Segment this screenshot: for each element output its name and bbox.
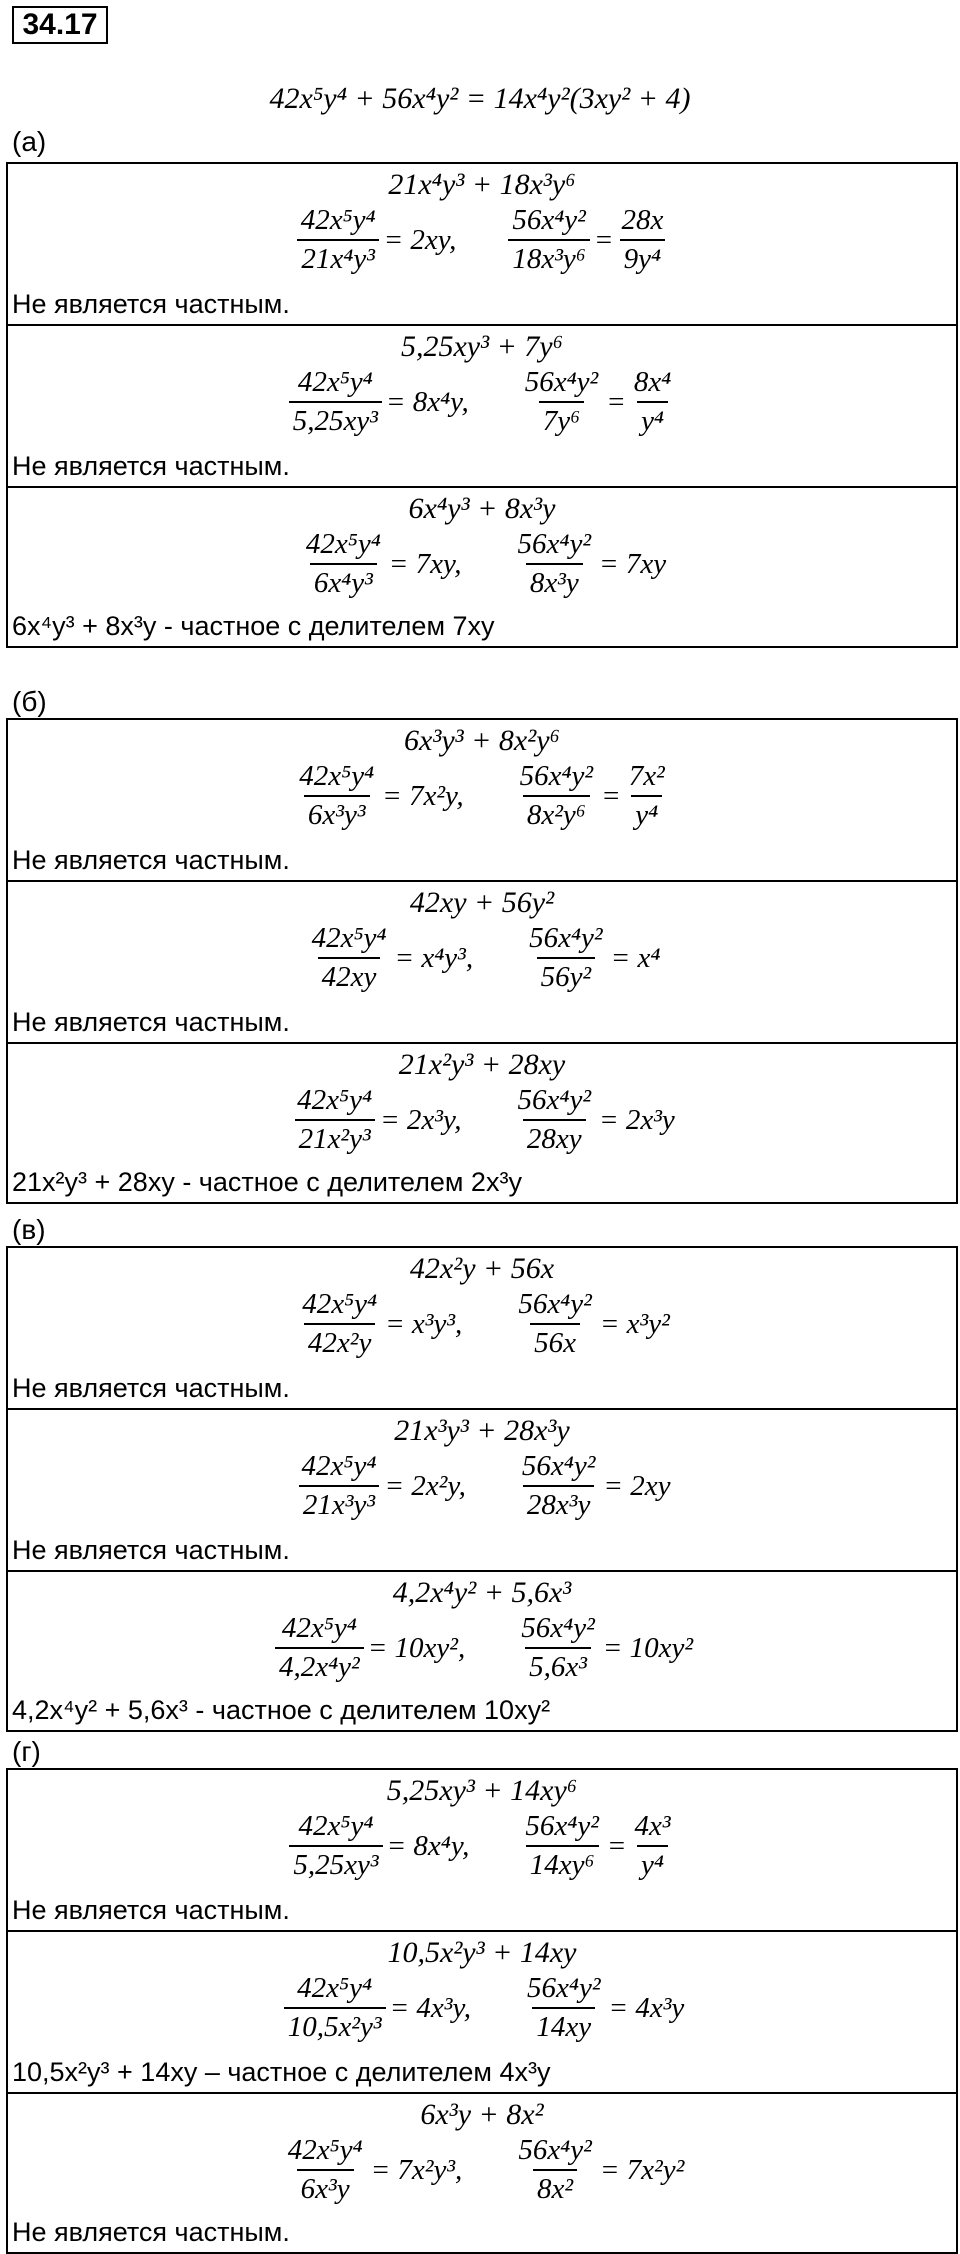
row-conclusion: Не является частным. [12,1895,290,1925]
polynomial-title: 21x²y³ + 28xy [398,1048,566,1081]
fraction-numerator: 56x⁴y² [527,1972,601,2004]
second-result: = 7x²y² [599,2153,685,2186]
fraction-denominator: 10,5x²y³ [284,2007,386,2044]
first-division [289,1084,461,1156]
result-fraction [617,204,667,276]
fraction-numerator: 42x⁵y⁴ [302,1288,378,1320]
fraction-denominator: y⁴ [631,795,662,832]
section-label: (г) [12,1736,41,1767]
fraction-numerator: 56x⁴y² [529,922,603,954]
second-division [521,922,660,994]
polynomial-title: 6x³y³ + 8x²y⁶ [404,724,560,757]
second-fraction [514,1288,596,1360]
fraction-denominator: 42xy [318,957,381,994]
second-division [510,528,667,600]
second-result: = 2x³y [599,1103,675,1136]
first-fraction [275,1612,364,1684]
second-fraction [508,204,590,276]
fraction-numerator: 42x⁵y⁴ [297,1972,373,2004]
second-division [510,1084,675,1156]
first-result: = 8x⁴y, [386,1829,470,1862]
section-label: (в) [12,1214,46,1245]
fraction-numerator: 56x⁴y² [521,1612,595,1644]
fraction-numerator: 56x⁴y² [524,366,599,398]
second-division [510,1288,669,1360]
fraction-numerator: 42x⁵y⁴ [299,760,375,792]
second-result: = x³y² [599,1307,670,1340]
first-result: = 8x⁴y, [385,385,469,418]
fraction-numerator: 42x⁵y⁴ [281,1612,357,1644]
polynomial-title: 5,25xy³ + 14xy⁶ [386,1774,578,1807]
solution-row [6,486,958,648]
fraction-denominator: 14xy [532,2007,595,2044]
polynomial-title: 42x²y + 56x [409,1252,555,1285]
fraction-numerator: 42x⁵y⁴ [301,1450,377,1482]
first-fraction [302,528,385,600]
first-division [280,1972,471,2044]
solution-row [6,1246,958,1408]
second-division [510,2134,684,2206]
first-fraction [298,1288,381,1360]
row-conclusion: Не является частным. [12,289,290,319]
second-result: = 10xy² [602,1631,694,1664]
fraction-denominator: 4,2x⁴y² [275,1647,364,1684]
first-result: = 7x²y, [382,779,464,812]
equals-sign: = [593,223,614,256]
second-result: = 2xy [603,1469,671,1502]
fraction-denominator: 5,25xy³ [289,1845,382,1882]
second-fraction [517,1612,599,1684]
second-result: = x⁴ [610,941,661,974]
row-conclusion: Не является частным. [12,1007,290,1037]
fraction-denominator: 6x³y [297,2169,354,2206]
fraction-denominator: 8x² [533,2169,577,2206]
fraction-numerator: 28x [621,204,664,236]
second-division [513,1612,693,1684]
polynomial-title: 6x⁴y³ + 8x³y [408,492,556,525]
fraction-denominator: 18x³y⁶ [508,239,590,276]
second-fraction [521,1810,603,1882]
second-division [514,1450,671,1522]
section-label: (а) [12,126,47,157]
division-expressions [8,1448,956,1524]
division-expressions [8,1808,956,1884]
fraction-numerator: 56x⁴y² [517,1084,592,1116]
result-fraction [630,366,675,438]
solution-row [6,718,958,880]
section-label: (б) [12,686,47,717]
fraction-numerator: 8x⁴ [633,366,672,398]
solution-row [6,1408,958,1570]
fraction-numerator: 56x⁴y² [518,2134,592,2166]
fraction-denominator: 6x⁴y³ [310,563,377,600]
second-result: = 4x³y [608,1991,685,2024]
fraction-denominator: 21x³y³ [299,1485,379,1522]
solution-row [6,1768,958,1930]
first-fraction [284,2134,367,2206]
first-result: = 7x²y³, [370,2153,463,2186]
first-result: = 2xy, [383,223,457,256]
second-fraction [514,1084,596,1156]
first-result: = 7xy, [388,547,462,580]
fraction-numerator: 56x⁴y² [518,1288,592,1320]
first-division [291,760,463,832]
solution-row [6,1042,958,1204]
fraction-denominator: 42x²y [304,1323,375,1360]
row-conclusion: 6x⁴y³ + 8x³y - частное с делителем 7xy [12,611,495,641]
second-fraction [523,1972,605,2044]
fraction-numerator: 42x⁵y⁴ [300,204,376,236]
first-division [271,1612,465,1684]
second-division [517,366,680,438]
division-expressions [8,1970,956,2046]
division-expressions [8,364,956,440]
division-expressions [8,1082,956,1158]
second-division [504,204,671,276]
first-fraction [308,922,391,994]
fraction-denominator: 56y² [537,957,596,994]
problem-number: 34.17 [12,6,108,44]
second-result: = 7xy [599,547,667,580]
fraction-numerator: 56x⁴y² [521,1450,596,1482]
solution-row [6,162,958,324]
fraction-denominator: 5,6x³ [525,1647,591,1684]
solution-row [6,1930,958,2092]
fraction-denominator: 56x [530,1323,580,1360]
polynomial-title: 21x³y³ + 28x³y [394,1414,570,1447]
fraction-numerator: 42x⁵y⁴ [311,922,387,954]
solution-row [6,2092,958,2254]
first-fraction [298,1450,381,1522]
polynomial-title: 10,5x²y³ + 14xy [387,1936,577,1969]
fraction-numerator: 4x³ [634,1810,671,1842]
fraction-denominator: 9y⁴ [620,239,665,276]
first-division [304,922,474,994]
polynomial-title: 5,25xy³ + 7y⁶ [400,330,564,363]
row-conclusion: 21x²y³ + 28xy - частное с делителем 2x³y [12,1167,522,1197]
polynomial-title: 4,2x⁴y² + 5,6x³ [392,1576,572,1609]
row-conclusion: Не является частным. [12,845,290,875]
fraction-denominator: 28x³y [523,1485,594,1522]
division-expressions [8,920,956,996]
fraction-numerator: 42x⁵y⁴ [298,1810,374,1842]
first-fraction [289,366,382,438]
row-conclusion: Не является частным. [12,451,290,481]
first-division [280,2134,463,2206]
main-equation: 42x⁵y⁴ + 56x⁴y² = 14x⁴y²(3xy² + 4) [269,82,691,115]
first-division [298,528,462,600]
equals-sign: = [601,779,621,812]
solution-row [6,1570,958,1732]
division-expressions [8,2132,956,2208]
second-division [519,1972,684,2044]
first-result: = 2x²y, [384,1469,466,1502]
second-fraction [518,1450,600,1522]
first-fraction [293,1084,376,1156]
first-division [285,366,469,438]
first-result: = 4x³y, [389,1991,471,2024]
second-fraction [514,2134,596,2206]
second-fraction [525,922,607,994]
fraction-numerator: 56x⁴y² [512,204,586,236]
fraction-numerator: 42x⁵y⁴ [305,528,381,560]
fraction-denominator: 14xy⁶ [526,1845,599,1882]
first-result: = 2x³y, [380,1103,462,1136]
fraction-numerator: 56x⁴y² [519,760,594,792]
second-fraction [514,528,596,600]
second-fraction [516,760,598,832]
fraction-denominator: 6x³y³ [304,795,370,832]
first-division [294,1288,462,1360]
fraction-denominator: 8x²y⁶ [523,795,590,832]
polynomial-title: 21x⁴y³ + 18x³y⁶ [388,168,576,201]
equals-sign: = [606,1829,627,1862]
fraction-denominator: 7y⁶ [539,401,584,438]
row-conclusion: Не является частным. [12,1535,290,1565]
second-division [512,760,673,832]
fraction-denominator: 5,25xy³ [289,401,382,438]
row-conclusion: 10,5x²y³ + 14xy – частное с делителем 4x³y [12,2057,551,2087]
first-result: = x³y³, [385,1307,463,1340]
solution-row [6,880,958,1042]
division-expressions [8,1610,956,1686]
solution-row [6,324,958,486]
polynomial-title: 6x³y + 8x² [420,2098,544,2131]
first-result: = 10xy², [367,1631,466,1664]
first-fraction [289,1810,382,1882]
first-division [293,204,457,276]
division-expressions [8,526,956,602]
result-fraction [631,1810,675,1882]
fraction-numerator: 42x⁵y⁴ [297,366,373,398]
second-fraction [521,366,603,438]
fraction-numerator: 42x⁵y⁴ [297,1084,373,1116]
fraction-numerator: 7x² [628,760,665,792]
row-conclusion: Не является частным. [12,2217,290,2247]
fraction-numerator: 56x⁴y² [517,528,592,560]
fraction-denominator: 28xy [523,1119,586,1156]
fraction-denominator: y⁴ [637,1845,668,1882]
fraction-denominator: y⁴ [637,401,668,438]
first-result: = x⁴y³, [394,941,474,974]
first-fraction [284,1972,386,2044]
first-fraction [297,204,380,276]
row-conclusion: 4,2x⁴y² + 5,6x³ - частное с делителем 10xy² [12,1695,551,1725]
polynomial-title: 42xy + 56y² [409,886,555,919]
equals-sign: = [606,385,626,418]
first-fraction [295,760,378,832]
fraction-numerator: 56x⁴y² [525,1810,599,1842]
fraction-numerator: 42x⁵y⁴ [287,2134,363,2166]
fraction-denominator: 21x²y³ [295,1119,375,1156]
second-division [517,1810,678,1882]
row-conclusion: Не является частным. [12,1373,290,1403]
first-division [294,1450,466,1522]
fraction-denominator: 8x³y [526,563,583,600]
fraction-denominator: 21x⁴y³ [297,239,379,276]
result-fraction [625,760,669,832]
division-expressions [8,202,956,278]
division-expressions [8,1286,956,1362]
first-division [285,1810,469,1882]
division-expressions [8,758,956,834]
